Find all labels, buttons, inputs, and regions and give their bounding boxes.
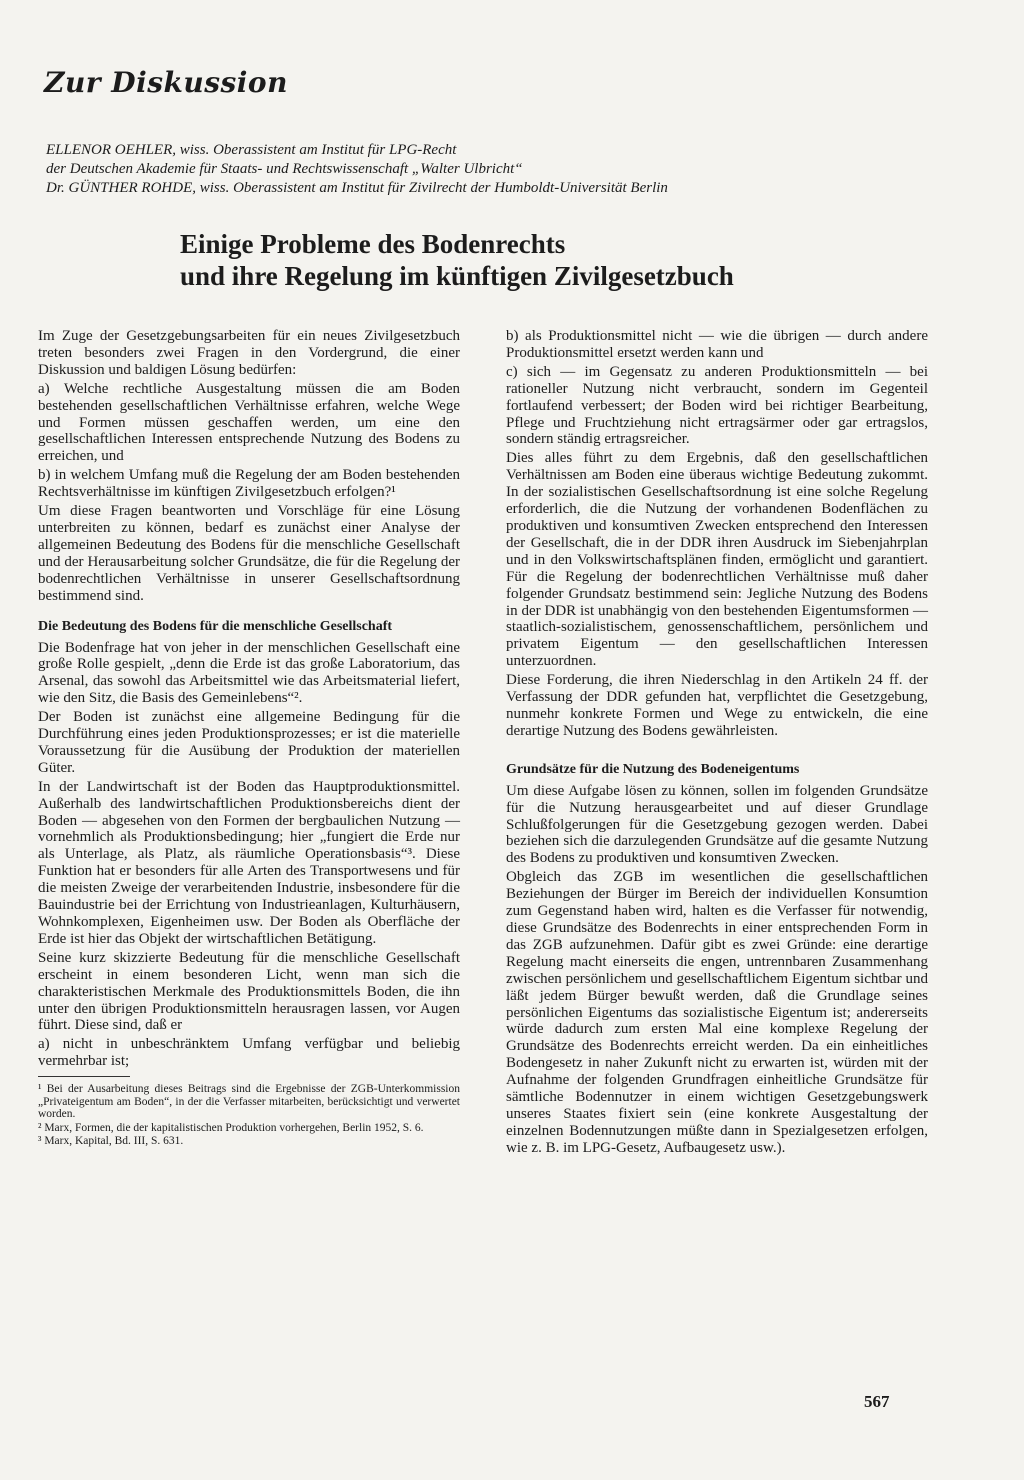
author-line: der Deutschen Akademie für Staats- und Rechtswissenschaft „Walter Ulbricht“ — [46, 161, 523, 177]
paragraph: Obgleich das ZGB im wesentlichen die gesellschaftlichen Beziehungen der Bürger im Bereich der individuellen Konsumtion zum Gegenstand haben wird, halten es die Verfasser für notwendig, diese Grundsätze des Bodenrechts in einer entsprechenden Form in das ZGB aufzunehmen. Dafür gibt es zwei Gründe: eine derartige Regelung macht einerseits die engen, untrennbaren Zusammenhang zwischen persönlichem und gesellschaftlichem Eigentum sichtbar und läßt jedem Bürger bewußt werden, daß die Grundlage seines persönlichen Eigentums das sozialistische Eigentum ist; andererseits würde dadurch zum ersten Mal eine komplexe Regelung der Grundsätze des Bodenrechts erreicht werden. Da ein einheitliches Bodengesetz in naher Zukunft nicht zu erwarten ist, würden mit der Aufnahme der folgenden Grundfragen einheitliche Grundsätze für sämtliche Bodennutzer in einem wichtigen Gesetzgebungswerk unseres Staates fixiert sein (eine konkrete Ausgestaltung der einzelnen Bodennutzungen müßte dann in Spezialgesetzen erfolgen, wie z. B. im LPG-Gesetz, Aufbaugesetz usw.). — [506, 869, 928, 1156]
paragraph: Der Boden ist zunächst eine allgemeine Bedingung für die Durchführung eines jeden Produktionsprozesses; er ist die materielle Voraussetzung für die Ausübung der Produktion der materiellen Güter. — [38, 709, 460, 776]
footnote: ² Marx, Formen, die der kapitalistischen Produktion vorhergehen, Berlin 1952, S. 6. — [38, 1121, 424, 1134]
paragraph: a) nicht in unbeschränktem Umfang verfügbar und beliebig vermehrbar ist; — [38, 1036, 460, 1070]
paragraph: b) als Produktionsmittel nicht — wie die übrigen — durch andere Produktionsmittel ersetzt werden kann und — [506, 328, 928, 361]
left-column — [38, 328, 460, 1149]
paragraph: b) in welchem Umfang muß die Regelung der am Boden bestehenden Rechtsverhältnisse im künftigen Zivilgesetzbuch erfolgen?¹ — [38, 467, 460, 501]
footnote: ³ Marx, Kapital, Bd. III, S. 631. — [38, 1135, 184, 1148]
paragraph: Die Bodenfrage hat von jeher in der menschlichen Gesellschaft eine große Rolle gespielt, „denn die Erde ist das große Laboratorium, das Arsenal, das sowohl das Arbeitsmittel wie das Arbeitsmaterial liefert, wie den Sitz, die Basis des Gemeinlebens“². — [38, 639, 460, 707]
paragraph: a) Welche rechtliche Ausgestaltung müssen die am Boden bestehenden gesellschaftlichen Verhältnisse erfahren, welche Wege und Formen müssen geschaffen werden, um eine den gesellschaftlichen Interessen entsprechende Nutzung des Bodens zu erreichen, und — [38, 380, 460, 465]
paragraph: In der Landwirtschaft ist der Boden das Hauptproduktionsmittel. Außerhalb des landwirtschaftlichen Produktionsbereichs dient der Boden — abgesehen von den Formen der bergbaulichen Nutzung — vornehmlich als Produktionsbedingung; hier „fungiert die Erde nur als Unterlage, als Platz, als räumliche Operationsbasis“³. Diese Funktion hat er besonders für alle Arten des Transportwesens und für die meisten Zweige der verarbeitenden Industrie, insbesondere für die Bauindustrie bei der Errichtung von Industrieanlagen, Kulturhäusern, Wohnkomplexen, Eigenheimen usw. Der Boden als Oberfläche der Erde ist hier das Objekt der wirtschaftlichen Betätigung. — [38, 778, 460, 947]
title-line: und ihre Regelung im künftigen Zivilgesetzbuch — [180, 261, 734, 291]
paragraph: Um diese Fragen beantworten und Vorschläge für eine Lösung unterbreiten zu können, bedarf es zunächst einer Analyse der allgemeinen Bedeutung des Bodens für die menschliche Gesellschaft und der Herausarbeitung solcher Grundsätze, die für die Regelung der bodenrechtlichen Verhältnisse in unserer Gesellschaftsordnung bestimmend sind. — [38, 503, 460, 604]
section-heading: Die Bedeutung des Bodens für die menschliche Gesellschaft — [38, 618, 393, 634]
paragraph: c) sich — im Gegensatz zu anderen Produktionsmitteln — bei rationeller Nutzung nicht verbraucht, sondern im Gegenteil fortlaufend verbessert; der Boden wird bei richtiger Bearbeitung, Pflege und Fruchtziehung nicht ertragsärmer oder gar ertragslos, sondern ständig ertragsreicher. — [506, 363, 928, 448]
author-line: Dr. GÜNTHER ROHDE, wiss. Oberassistent am Institut für Zivilrecht der Humboldt-Universität Berlin — [46, 180, 668, 196]
section-heading: Grundsätze für die Nutzung des Bodeneigentums — [506, 761, 800, 777]
author-block — [46, 141, 946, 198]
paragraph: Um diese Aufgabe lösen zu können, sollen im folgenden Grundsätze für die Nutzung herausgearbeitet und auf dieser Grundlage Schlußfolgerungen für die Gesetzgebung gezogen werden. Dabei beziehen sich die darzulegenden Grundsätze auf die gesamte Nutzung des Bodens zu produktiven und konsumtiven Zwecken. — [506, 782, 928, 867]
article-title — [180, 228, 940, 292]
footnotes — [38, 1083, 460, 1148]
paragraph: Seine kurz skizzierte Bedeutung für die menschliche Gesellschaft erscheint in einem besonderen Licht, wenn man sich die charakteristischen Merkmale des Produktionsmittels Boden, die ihn unter den übrigen Produktionsmitteln herausragen lassen, vor Augen führt. Diese sind, daß er — [38, 949, 460, 1034]
footnote: ¹ Bei der Ausarbeitung dieses Beitrags sind die Ergebnisse der ZGB-Unterkommission „Privateigentum am Boden“, in der die Verfasser mitarbeiten, berücksichtigt und verwertet worden. — [38, 1083, 460, 1121]
paragraph: Dies alles führt zu dem Ergebnis, daß den gesellschaftlichen Verhältnissen am Boden eine überaus wichtige Bedeutung zukommt. In der sozialistischen Gesellschaftsordnung ist eine solche Regelung erforderlich, die die Nutzung der vorhandenen Bodenflächen zu produktiven und konsumtiven Zwecken entsprechend den Interessen der Gesellschaft, die in der DDR ihren Ausdruck im Siebenjahrplan und in den Volkswirtschaftsplänen finden, ermöglicht und garantiert. Für die Regelung der bodenrechtlichen Verhältnisse muß daher folgender Grundsatz bestimmend sein: Jegliche Nutzung des Bodens in der DDR ist unabhängig von den bestehenden Eigentumsformen — staatlich-sozialistischem, genossenschaftlichem, persönlichem und privatem Eigentum — den gesellschaftlichen Interessen unterzuordnen. — [506, 450, 928, 670]
paragraph: Im Zuge der Gesetzgebungsarbeiten für ein neues Zivilgesetzbuch treten besonders zwei Fragen in den Vordergrund, die einer Diskussion und baldigen Lösung bedürfen: — [38, 328, 460, 378]
paragraph: Diese Forderung, die ihren Niederschlag in den Artikeln 24 ff. der Verfassung der DDR gefunden hat, verpflichtet die Gesetzgebung, nunmehr konkrete Formen und Wege zu entwickeln, die eine derartige Nutzung des Bodens gewährleisten. — [506, 672, 928, 739]
right-column — [506, 328, 928, 1159]
author-line: ELLENOR OEHLER, wiss. Oberassistent am Institut für LPG-Recht — [46, 142, 457, 158]
section-rubric: Zur Diskussion — [44, 66, 288, 99]
title-line: Einige Probleme des Bodenrechts — [180, 229, 566, 259]
footnote-divider — [38, 1076, 130, 1077]
page-number: 567 — [864, 1392, 890, 1411]
